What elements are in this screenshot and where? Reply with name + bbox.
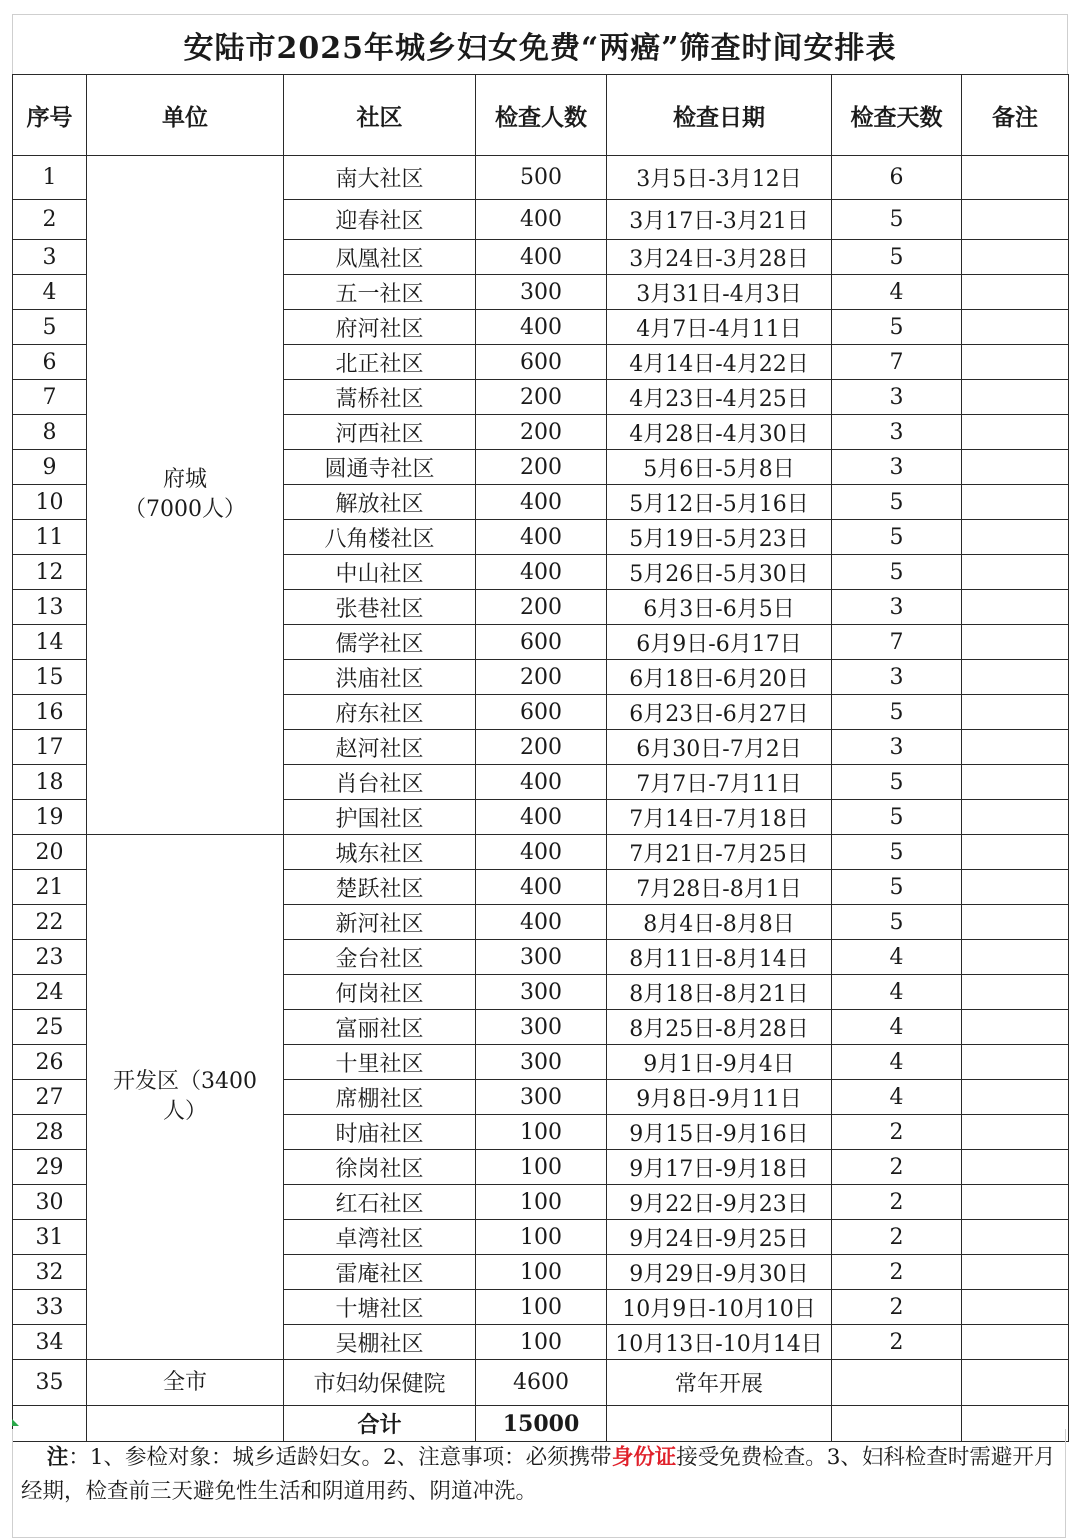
remark	[962, 1045, 1069, 1080]
remark	[962, 730, 1069, 765]
check-date: 3月5日-3月12日	[607, 156, 832, 200]
row-number: 27	[13, 1080, 87, 1115]
people-count: 4600	[476, 1360, 607, 1406]
check-date: 6月30日-7月2日	[607, 730, 832, 765]
remark	[962, 1010, 1069, 1045]
check-days: 3	[832, 450, 962, 485]
remark	[962, 1185, 1069, 1220]
check-date: 3月31日-4月3日	[607, 275, 832, 310]
check-days: 7	[832, 625, 962, 660]
community-name: 新河社区	[284, 905, 476, 940]
check-date: 4月23日-4月25日	[607, 380, 832, 415]
row-number: 25	[13, 1010, 87, 1045]
check-date: 8月11日-8月14日	[607, 940, 832, 975]
check-days: 3	[832, 590, 962, 625]
people-count: 200	[476, 450, 607, 485]
remark	[962, 1080, 1069, 1115]
table-header-row	[13, 75, 1069, 156]
footnote	[12, 1429, 1066, 1538]
community-name: 十塘社区	[284, 1290, 476, 1325]
community-name: 中山社区	[284, 555, 476, 590]
row-number: 3	[13, 240, 87, 275]
cell-marker	[12, 1419, 19, 1426]
row-number: 31	[13, 1220, 87, 1255]
people-count: 400	[476, 200, 607, 240]
check-days: 5	[832, 870, 962, 905]
check-days: 2	[832, 1290, 962, 1325]
check-days: 5	[832, 520, 962, 555]
remark	[962, 345, 1069, 380]
check-date: 4月28日-4月30日	[607, 415, 832, 450]
community-name: 赵河社区	[284, 730, 476, 765]
check-date: 5月6日-5月8日	[607, 450, 832, 485]
row-number: 8	[13, 415, 87, 450]
community-name: 十里社区	[284, 1045, 476, 1080]
check-date: 9月1日-9月4日	[607, 1045, 832, 1080]
community-name: 红石社区	[284, 1185, 476, 1220]
remark	[962, 380, 1069, 415]
check-days: 3	[832, 415, 962, 450]
header-no: 序号	[13, 75, 87, 156]
people-count: 400	[476, 800, 607, 835]
check-days: 4	[832, 1080, 962, 1115]
row-number: 24	[13, 975, 87, 1010]
remark	[962, 275, 1069, 310]
community-name: 时庙社区	[284, 1115, 476, 1150]
community-name: 蒿桥社区	[284, 380, 476, 415]
table-row	[13, 156, 1069, 200]
check-date: 9月15日-9月16日	[607, 1115, 832, 1150]
row-number: 13	[13, 590, 87, 625]
row-number: 14	[13, 625, 87, 660]
row-number: 23	[13, 940, 87, 975]
check-date: 6月9日-6月17日	[607, 625, 832, 660]
check-date: 7月28日-8月1日	[607, 870, 832, 905]
people-count: 400	[476, 870, 607, 905]
remark	[962, 520, 1069, 555]
row-number: 20	[13, 835, 87, 870]
remark	[962, 1290, 1069, 1325]
people-count: 400	[476, 765, 607, 800]
header-people: 检查人数	[476, 75, 607, 156]
check-days: 4	[832, 1010, 962, 1045]
table-row	[13, 1360, 1069, 1406]
header-community: 社区	[284, 75, 476, 156]
row-number: 34	[13, 1325, 87, 1360]
check-date: 10月13日-10月14日	[607, 1325, 832, 1360]
people-count: 300	[476, 1010, 607, 1045]
check-days: 5	[832, 485, 962, 520]
people-count: 100	[476, 1220, 607, 1255]
people-count: 600	[476, 695, 607, 730]
community-name: 雷庵社区	[284, 1255, 476, 1290]
check-days: 5	[832, 240, 962, 275]
people-count: 100	[476, 1255, 607, 1290]
check-days: 4	[832, 1045, 962, 1080]
community-name: 楚跃社区	[284, 870, 476, 905]
community-name: 张巷社区	[284, 590, 476, 625]
remark	[962, 200, 1069, 240]
remark	[962, 975, 1069, 1010]
check-date: 9月24日-9月25日	[607, 1220, 832, 1255]
community-name: 河西社区	[284, 415, 476, 450]
check-date: 5月12日-5月16日	[607, 485, 832, 520]
check-date: 10月9日-10月10日	[607, 1290, 832, 1325]
people-count: 100	[476, 1115, 607, 1150]
row-number: 16	[13, 695, 87, 730]
remark	[962, 625, 1069, 660]
check-days: 5	[832, 835, 962, 870]
check-days: 2	[832, 1150, 962, 1185]
community-name: 城东社区	[284, 835, 476, 870]
row-number: 33	[13, 1290, 87, 1325]
people-count: 200	[476, 590, 607, 625]
community-name: 富丽社区	[284, 1010, 476, 1045]
remark	[962, 905, 1069, 940]
remark	[962, 156, 1069, 200]
row-number: 7	[13, 380, 87, 415]
unit-cell	[87, 156, 284, 835]
footnote-part1: ：1、参检对象：城乡适龄妇女。2、注意事项：必须携带	[68, 1445, 612, 1470]
row-number: 19	[13, 800, 87, 835]
remark	[962, 485, 1069, 520]
people-count: 300	[476, 975, 607, 1010]
footnote-part2: 接受免费检查。3、妇科检查时需避开月经期，检查前三天避免性生活和阴道用药、阴道冲洗。	[21, 1445, 1056, 1504]
unit-subtitle: （7000人）	[124, 497, 246, 522]
remark	[962, 870, 1069, 905]
people-count: 300	[476, 1045, 607, 1080]
people-count: 100	[476, 1185, 607, 1220]
community-name: 吴棚社区	[284, 1325, 476, 1360]
community-name: 洪庙社区	[284, 660, 476, 695]
row-number: 2	[13, 200, 87, 240]
check-days: 5	[832, 310, 962, 345]
check-days: 2	[832, 1325, 962, 1360]
community-name: 何岗社区	[284, 975, 476, 1010]
row-number: 10	[13, 485, 87, 520]
total-label: 合计	[284, 1406, 476, 1442]
row-number: 4	[13, 275, 87, 310]
people-count: 200	[476, 380, 607, 415]
unit-name: 府城	[162, 467, 207, 492]
check-date: 4月14日-4月22日	[607, 345, 832, 380]
row-number: 5	[13, 310, 87, 345]
row-number: 1	[13, 156, 87, 200]
row-number: 21	[13, 870, 87, 905]
people-count: 600	[476, 345, 607, 380]
check-date: 3月17日-3月21日	[607, 200, 832, 240]
unit-subtitle: 人）	[162, 1099, 207, 1124]
page-title: 安陆市2025年城乡妇女免费“两癌”筛查时间安排表	[12, 14, 1068, 75]
header-unit: 单位	[87, 75, 284, 156]
remark	[962, 940, 1069, 975]
remark	[962, 555, 1069, 590]
check-date: 9月8日-9月11日	[607, 1080, 832, 1115]
remark	[962, 835, 1069, 870]
check-date: 5月19日-5月23日	[607, 520, 832, 555]
row-number: 15	[13, 660, 87, 695]
community-name: 迎春社区	[284, 200, 476, 240]
remark	[962, 1325, 1069, 1360]
footnote-prefix: 注	[46, 1445, 69, 1470]
check-days: 3	[832, 380, 962, 415]
people-count: 400	[476, 520, 607, 555]
remark	[962, 310, 1069, 345]
total-value: 15000	[476, 1406, 607, 1442]
row-number: 17	[13, 730, 87, 765]
check-days: 6	[832, 156, 962, 200]
remark	[962, 1360, 1069, 1406]
remark	[962, 450, 1069, 485]
schedule-table	[12, 74, 1069, 1442]
people-count: 300	[476, 275, 607, 310]
community-name: 金台社区	[284, 940, 476, 975]
unit-cell	[87, 835, 284, 1360]
remark	[962, 240, 1069, 275]
row-number: 6	[13, 345, 87, 380]
check-date: 8月18日-8月21日	[607, 975, 832, 1010]
check-date: 9月29日-9月30日	[607, 1255, 832, 1290]
community-name: 圆通寺社区	[284, 450, 476, 485]
remark	[962, 1255, 1069, 1290]
people-count: 400	[476, 485, 607, 520]
people-count: 300	[476, 1080, 607, 1115]
check-days: 2	[832, 1115, 962, 1150]
table-body	[13, 156, 1069, 1442]
check-date: 6月18日-6月20日	[607, 660, 832, 695]
check-date: 8月4日-8月8日	[607, 905, 832, 940]
people-count: 400	[476, 555, 607, 590]
check-days: 5	[832, 905, 962, 940]
check-date: 7月21日-7月25日	[607, 835, 832, 870]
check-days	[832, 1360, 962, 1406]
footnote-highlight: 身份证	[611, 1445, 677, 1470]
community-name: 卓湾社区	[284, 1220, 476, 1255]
check-date: 3月24日-3月28日	[607, 240, 832, 275]
check-days: 4	[832, 975, 962, 1010]
check-days: 4	[832, 275, 962, 310]
people-count: 100	[476, 1325, 607, 1360]
check-date: 9月17日-9月18日	[607, 1150, 832, 1185]
people-count: 200	[476, 415, 607, 450]
remark	[962, 1150, 1069, 1185]
check-days: 3	[832, 660, 962, 695]
remark	[962, 800, 1069, 835]
check-days: 5	[832, 555, 962, 590]
row-number: 12	[13, 555, 87, 590]
people-count: 200	[476, 660, 607, 695]
check-days: 5	[832, 800, 962, 835]
header-date: 检查日期	[607, 75, 832, 156]
community-name: 护国社区	[284, 800, 476, 835]
check-days: 5	[832, 200, 962, 240]
check-days: 4	[832, 940, 962, 975]
community-name: 北正社区	[284, 345, 476, 380]
row-number: 32	[13, 1255, 87, 1290]
header-note: 备注	[962, 75, 1069, 156]
check-date: 9月22日-9月23日	[607, 1185, 832, 1220]
community-name: 五一社区	[284, 275, 476, 310]
row-number: 30	[13, 1185, 87, 1220]
remark	[962, 415, 1069, 450]
community-name: 儒学社区	[284, 625, 476, 660]
community-name: 府河社区	[284, 310, 476, 345]
people-count: 400	[476, 310, 607, 345]
community-name: 解放社区	[284, 485, 476, 520]
remark	[962, 1115, 1069, 1150]
header-days: 检查天数	[832, 75, 962, 156]
remark	[962, 590, 1069, 625]
table-row	[13, 835, 1069, 870]
people-count: 400	[476, 240, 607, 275]
remark	[962, 1220, 1069, 1255]
check-date: 7月14日-7月18日	[607, 800, 832, 835]
community-name: 南大社区	[284, 156, 476, 200]
check-days: 2	[832, 1255, 962, 1290]
check-days: 5	[832, 695, 962, 730]
community-name: 市妇幼保健院	[284, 1360, 476, 1406]
check-date: 8月25日-8月28日	[607, 1010, 832, 1045]
row-number: 11	[13, 520, 87, 555]
people-count: 300	[476, 940, 607, 975]
remark	[962, 765, 1069, 800]
row-number: 22	[13, 905, 87, 940]
community-name: 八角楼社区	[284, 520, 476, 555]
row-number: 35	[13, 1360, 87, 1406]
community-name: 府东社区	[284, 695, 476, 730]
people-count: 500	[476, 156, 607, 200]
people-count: 100	[476, 1150, 607, 1185]
community-name: 凤凰社区	[284, 240, 476, 275]
row-number: 29	[13, 1150, 87, 1185]
check-days: 3	[832, 730, 962, 765]
people-count: 400	[476, 905, 607, 940]
check-days: 7	[832, 345, 962, 380]
unit-name: 全市	[162, 1369, 207, 1395]
community-name: 肖台社区	[284, 765, 476, 800]
community-name: 席棚社区	[284, 1080, 476, 1115]
check-days: 2	[832, 1220, 962, 1255]
people-count: 100	[476, 1290, 607, 1325]
check-days: 2	[832, 1185, 962, 1220]
check-date: 5月26日-5月30日	[607, 555, 832, 590]
check-date: 6月3日-6月5日	[607, 590, 832, 625]
check-date: 常年开展	[607, 1360, 832, 1406]
people-count: 400	[476, 835, 607, 870]
row-number: 28	[13, 1115, 87, 1150]
check-date: 7月7日-7月11日	[607, 765, 832, 800]
check-days: 5	[832, 765, 962, 800]
people-count: 200	[476, 730, 607, 765]
row-number: 26	[13, 1045, 87, 1080]
row-number: 18	[13, 765, 87, 800]
community-name: 徐岗社区	[284, 1150, 476, 1185]
check-date: 4月7日-4月11日	[607, 310, 832, 345]
row-number: 9	[13, 450, 87, 485]
people-count: 600	[476, 625, 607, 660]
check-date: 6月23日-6月27日	[607, 695, 832, 730]
remark	[962, 660, 1069, 695]
remark	[962, 695, 1069, 730]
unit-cell	[87, 1360, 284, 1406]
unit-name: 开发区（3400	[113, 1069, 257, 1094]
